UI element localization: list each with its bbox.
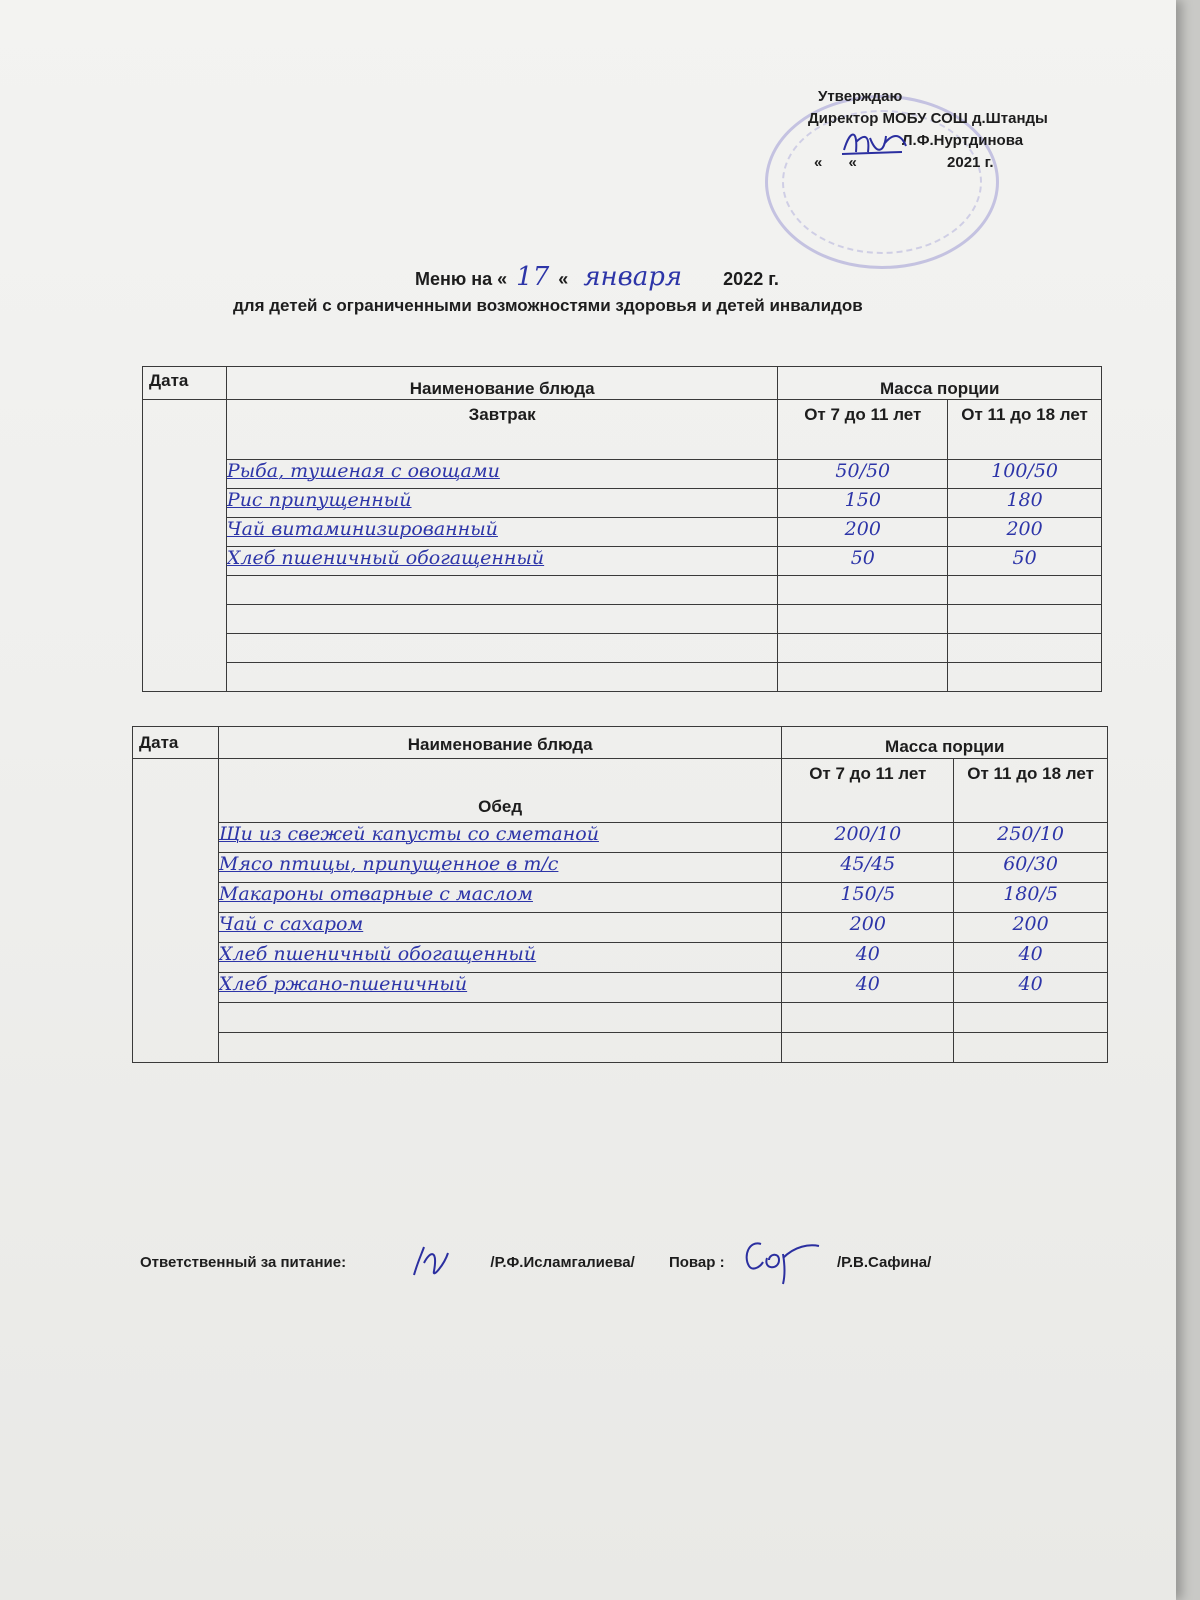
menu-day: 17 <box>516 262 550 292</box>
approval-director-name: Л.Ф.Нуртдинова <box>902 132 1024 149</box>
lunch-dish-2: Мясо птицы, припущенное в т/с <box>218 853 782 883</box>
lunch-mass-a-4: 200 <box>782 913 954 943</box>
lunch-age2-header: От 11 до 18 лет <box>954 759 1108 823</box>
lunch-mass-a-2: 45/45 <box>782 853 954 883</box>
table-row-empty <box>133 1033 1108 1063</box>
lunch-dish-5: Хлеб пшеничный обогащенный <box>218 943 782 973</box>
table-row <box>143 489 1102 518</box>
lunch-mass-b-4: 200 <box>954 913 1108 943</box>
breakfast-dish-1: Рыба, тушеная с овощами <box>226 460 778 489</box>
lunch-date-cell <box>133 759 219 1063</box>
menu-title <box>415 262 779 292</box>
menu-title-prefix: Меню на « <box>415 269 508 289</box>
lunch-date-header: Дата <box>133 727 219 759</box>
table-row <box>133 883 1108 913</box>
breakfast-mass-a-4: 50 <box>778 547 948 576</box>
lunch-mass-header: Масса порции <box>782 727 1108 759</box>
breakfast-meal-label: Завтрак <box>226 400 778 460</box>
approval-date-mid: « <box>848 154 857 171</box>
director-signature <box>840 124 910 172</box>
responsible-signature-mark <box>408 1241 458 1281</box>
lunch-mass-b-3: 180/5 <box>954 883 1108 913</box>
responsible-signature <box>408 1241 468 1285</box>
breakfast-dish-2: Рис припущенный <box>226 489 778 518</box>
table-row <box>133 853 1108 883</box>
table-row-empty <box>143 576 1102 605</box>
breakfast-mass-b-2: 180 <box>948 489 1102 518</box>
lunch-mass-a-5: 40 <box>782 943 954 973</box>
lunch-meal-label: Обед <box>218 759 782 823</box>
lunch-dish-1: Щи из свежей капусты со сметаной <box>218 823 782 853</box>
breakfast-mass-a-2: 150 <box>778 489 948 518</box>
responsible-label: Ответственный за питание: <box>140 1253 347 1271</box>
breakfast-dish-3: Чай витаминизированный <box>226 518 778 547</box>
lunch-mass-a-3: 150/5 <box>782 883 954 913</box>
cook-name: /Р.В.Сафина/ <box>836 1253 932 1271</box>
breakfast-mass-header: Масса порции <box>778 367 1102 400</box>
table-row <box>133 943 1108 973</box>
lunch-table <box>132 726 1108 1063</box>
lunch-dish-4: Чай с сахаром <box>218 913 782 943</box>
table-row-empty <box>143 634 1102 663</box>
breakfast-date-header: Дата <box>143 367 227 400</box>
breakfast-dish-header: Наименование блюда <box>226 367 778 400</box>
lunch-age1-header: От 7 до 11 лет <box>782 759 954 823</box>
table-row <box>133 913 1108 943</box>
breakfast-table <box>142 366 1102 692</box>
breakfast-mass-b-3: 200 <box>948 518 1102 547</box>
table-row <box>143 547 1102 576</box>
table-row <box>133 973 1108 1003</box>
lunch-mass-b-2: 60/30 <box>954 853 1108 883</box>
breakfast-age2-header: От 11 до 18 лет <box>948 400 1102 460</box>
lunch-mass-b-1: 250/10 <box>954 823 1108 853</box>
menu-year: 2022 г. <box>723 269 779 289</box>
menu-month: января <box>583 262 683 292</box>
table-row-empty <box>143 663 1102 692</box>
lunch-mass-b-6: 40 <box>954 973 1108 1003</box>
lunch-dish-6: Хлеб ржано-пшеничный <box>218 973 782 1003</box>
signature-footer <box>140 1236 1140 1290</box>
breakfast-mass-b-4: 50 <box>948 547 1102 576</box>
breakfast-mass-a-3: 200 <box>778 518 948 547</box>
approval-year: 2021 г. <box>947 154 994 171</box>
breakfast-mass-a-1: 50/50 <box>778 460 948 489</box>
director-signature-mark <box>840 124 910 164</box>
responsible-name: /Р.Ф.Исламгалиева/ <box>490 1253 635 1271</box>
lunch-dish-header: Наименование блюда <box>218 727 782 759</box>
cook-signature <box>739 1236 825 1290</box>
breakfast-dish-4: Хлеб пшеничный обогащенный <box>226 547 778 576</box>
breakfast-date-cell <box>143 400 227 692</box>
approval-position: Директор МОБУ СОШ д.Штанды <box>808 110 1048 127</box>
approval-date-open: « <box>814 154 823 171</box>
cook-signature-mark <box>739 1236 823 1286</box>
approval-title: Утверждаю <box>818 88 903 105</box>
menu-subtitle: для детей с ограниченными возможностями здоровья и детей инвалидов <box>233 296 863 315</box>
breakfast-age1-header: От 7 до 11 лет <box>778 400 948 460</box>
table-row-empty <box>133 1003 1108 1033</box>
cook-label: Повар : <box>668 1253 725 1271</box>
table-row <box>143 518 1102 547</box>
table-row <box>133 823 1108 853</box>
table-row-empty <box>143 605 1102 634</box>
table-row <box>143 460 1102 489</box>
lunch-dish-3: Макароны отварные с маслом <box>218 883 782 913</box>
menu-title-mid: « <box>558 269 569 289</box>
breakfast-mass-b-1: 100/50 <box>948 460 1102 489</box>
lunch-mass-a-6: 40 <box>782 973 954 1003</box>
lunch-mass-b-5: 40 <box>954 943 1108 973</box>
lunch-mass-a-1: 200/10 <box>782 823 954 853</box>
